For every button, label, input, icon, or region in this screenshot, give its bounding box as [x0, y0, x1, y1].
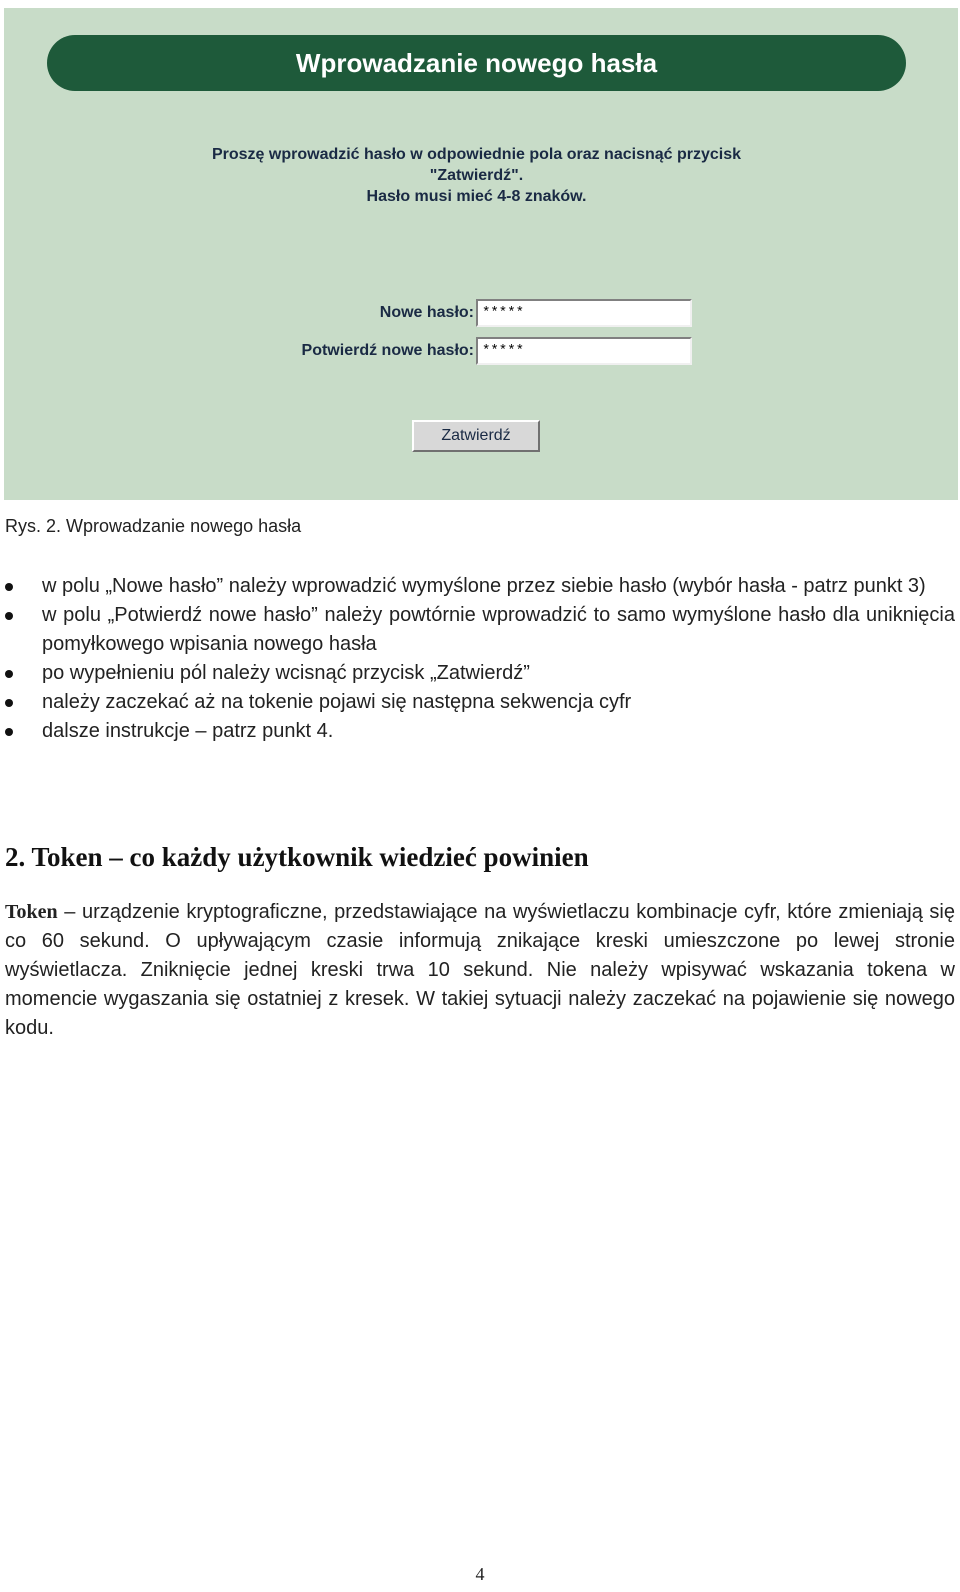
list-item-text: w polu „Nowe hasło” należy wprowadzić wymyślone przez siebie hasło (wybór hasła - patrz punkt 3) [42, 575, 926, 597]
instruction-line-2: "Zatwierdź". [429, 167, 524, 184]
list-item-text: należy zaczekać aż na tokenie pojawi się następna sekwencja cyfr [42, 691, 632, 713]
instructions-text [47, 144, 906, 207]
list-item-text: po wypełnieniu pól należy wcisnąć przycisk „Zatwierdź” [42, 662, 530, 684]
bullet-icon [5, 612, 13, 620]
section-heading: 2. Token – co każdy użytkownik wiedzieć powinien [5, 842, 589, 872]
instruction-line-3: Hasło musi mieć 4-8 znaków. [366, 188, 587, 205]
figure-caption: Rys. 2. Wprowadzanie nowego hasła [5, 516, 302, 536]
list-item-text: dalsze instrukcje – patrz punkt 4. [42, 720, 334, 742]
list-item [5, 601, 955, 659]
list-item-text: w polu „Potwierdź nowe hasło” należy powtórnie wprowadzić to samo wymyślone hasło dla uniknięcia pomyłkowego wpisania nowego hasła [42, 604, 955, 655]
password-change-screenshot [4, 8, 958, 500]
token-description: – urządzenie kryptograficzne, przedstawiające na wyświetlaczu kombinacje cyfr, które zmieniają się co 60 sekund. O upływającym czasie informują znikające kreski umieszczone po lewej stronie wyświetlacza. Zniknięcie jednej kreski trwa 10 sekund. Nie należy wpisywać wskazania tokena w momencie wygaszania się ostatniej z kresek. W takiej sytuacji należy zaczekać na pojawienie się nowego kodu. [5, 901, 955, 1039]
list-item [5, 659, 955, 688]
instructions-list [5, 572, 955, 746]
new-password-label: Nowe hasło: [379, 304, 474, 321]
new-password-row [4, 298, 958, 328]
list-item [5, 717, 955, 746]
bullet-icon [5, 728, 13, 736]
submit-button[interactable]: Zatwierdź [412, 420, 540, 452]
list-item [5, 688, 955, 717]
token-term: Token [5, 901, 58, 923]
bullet-icon [5, 699, 13, 707]
list-item [5, 572, 955, 601]
confirm-password-input[interactable] [476, 337, 692, 365]
instruction-line-1: Proszę wprowadzić hasło w odpowiednie pola oraz nacisnąć przycisk [211, 146, 742, 163]
confirm-password-row [4, 336, 958, 366]
new-password-input[interactable] [476, 299, 692, 327]
bullet-icon [5, 583, 13, 591]
confirm-password-label: Potwierdź nowe hasło: [301, 342, 474, 359]
page-number: 4 [475, 1564, 485, 1584]
page-banner-title: Wprowadzanie nowego hasła [47, 35, 906, 91]
token-paragraph [5, 898, 955, 1043]
bullet-icon [5, 670, 13, 678]
